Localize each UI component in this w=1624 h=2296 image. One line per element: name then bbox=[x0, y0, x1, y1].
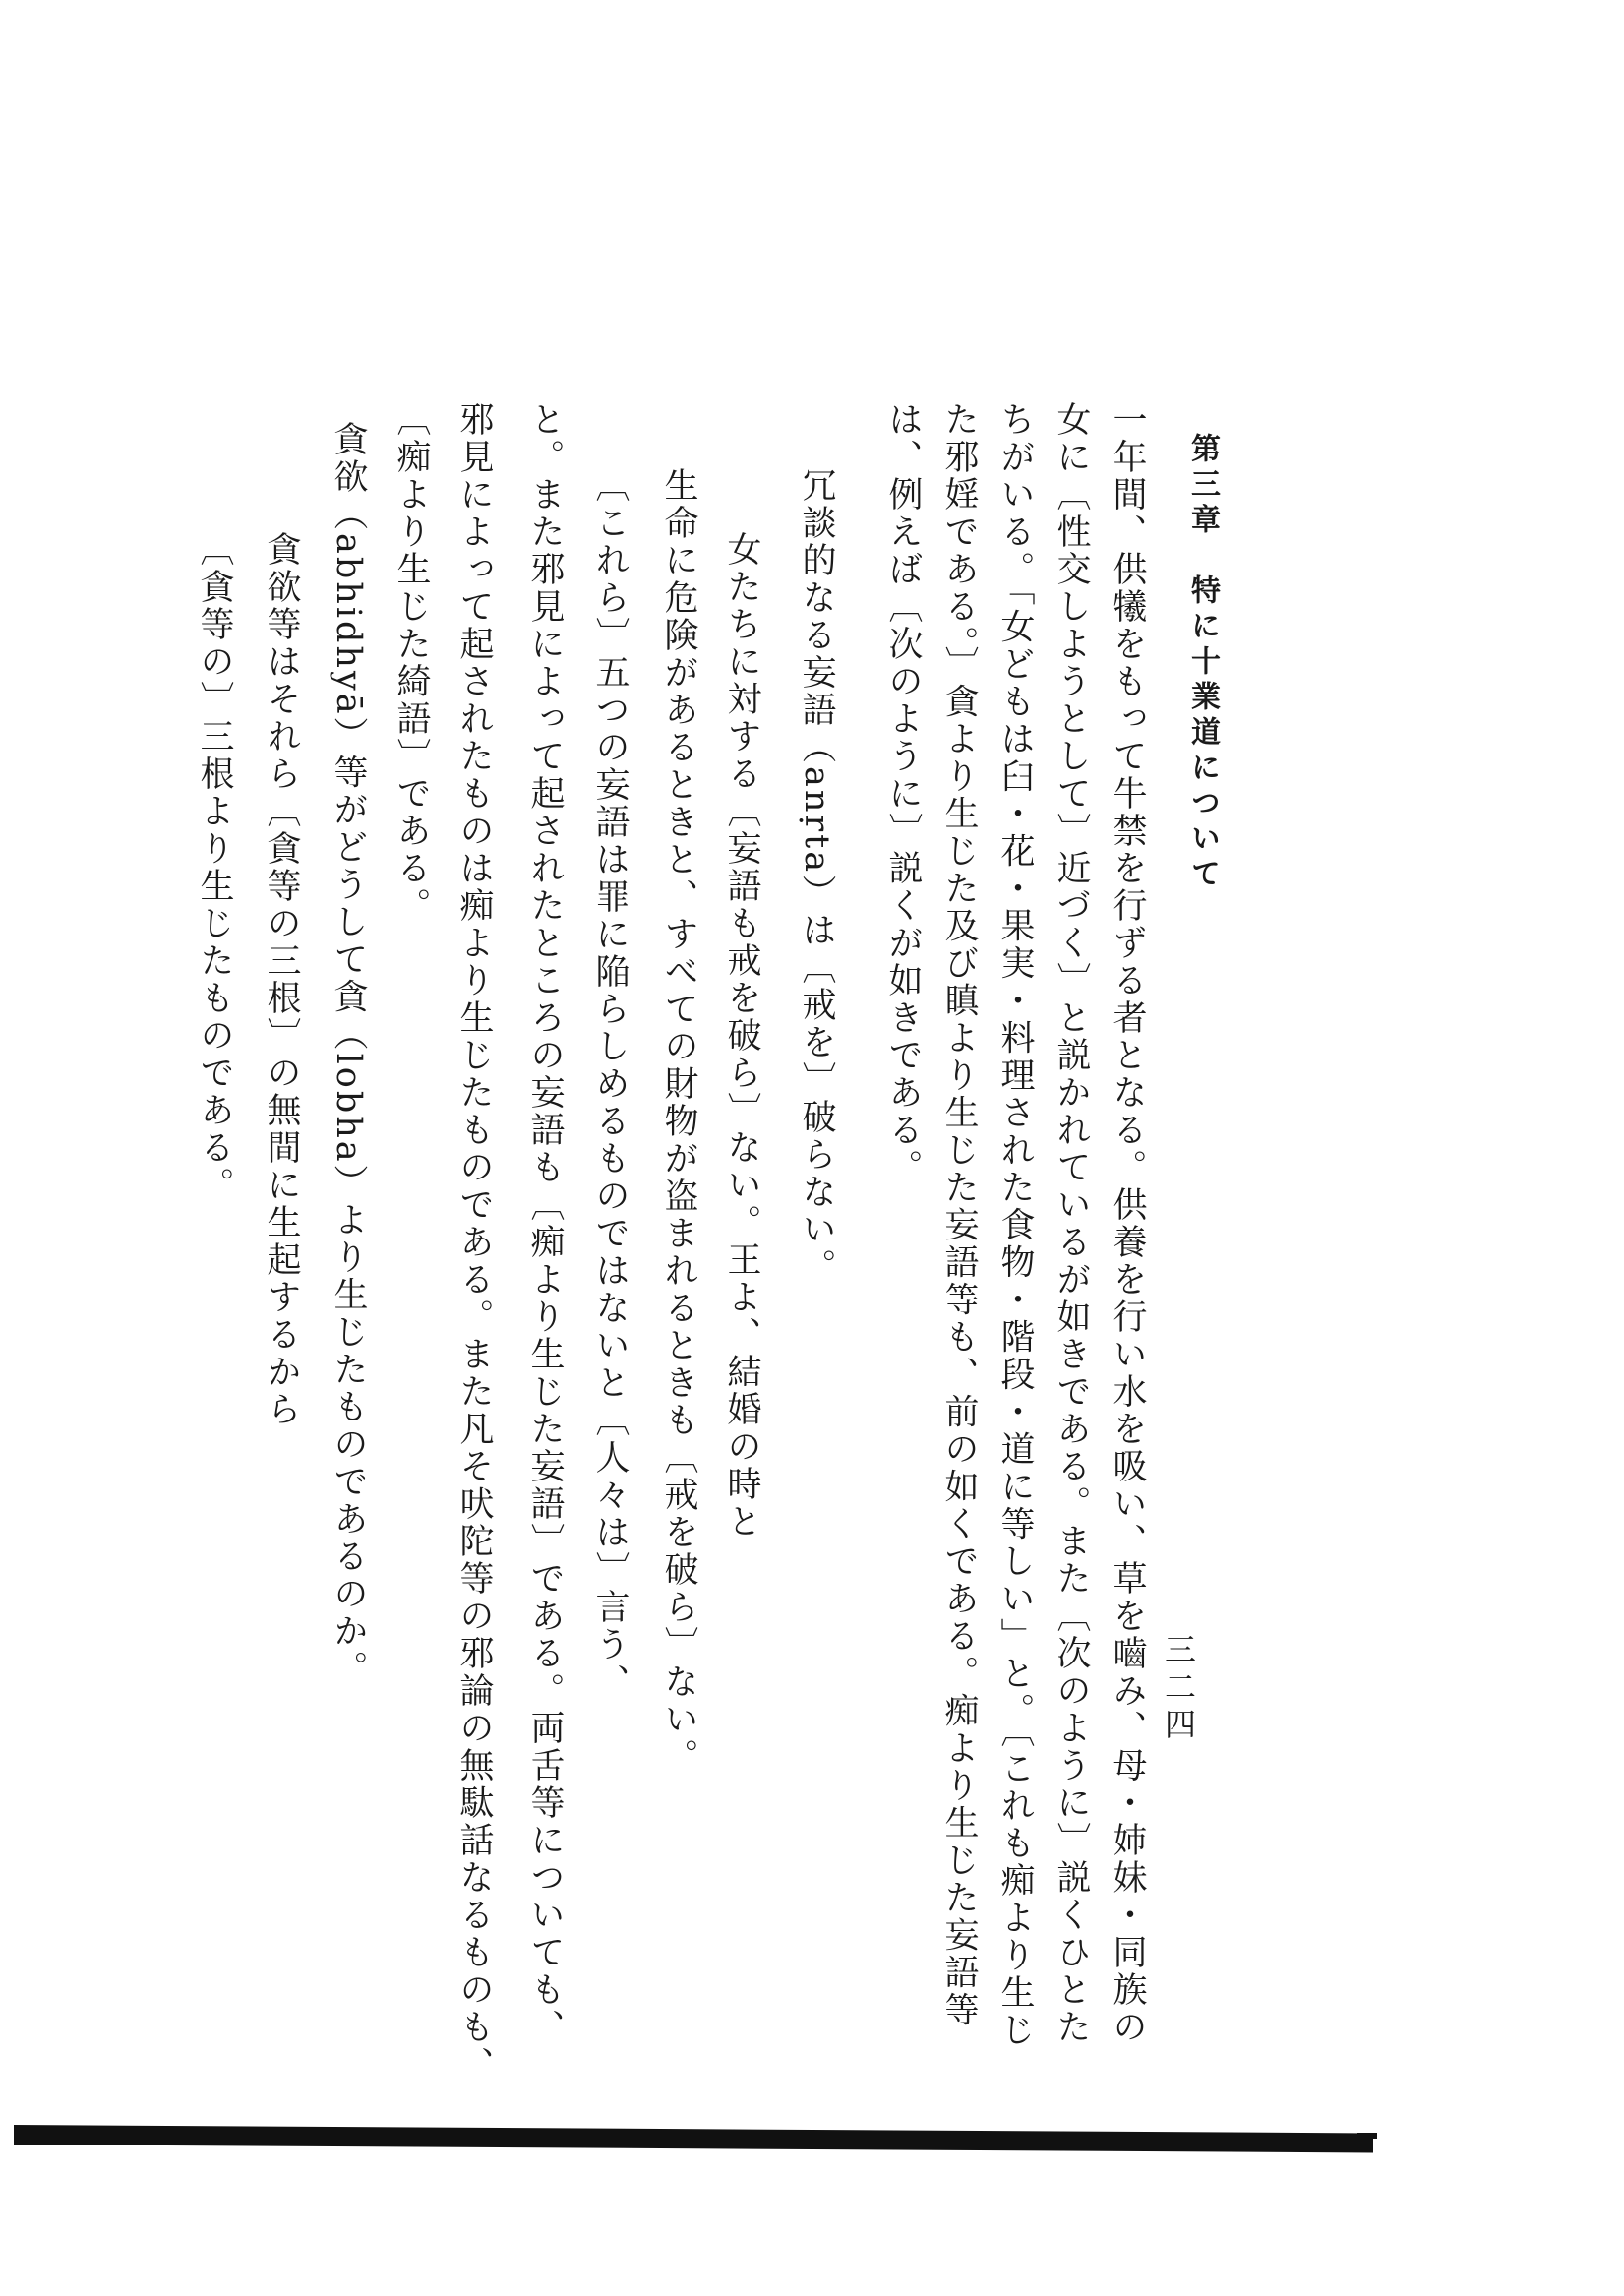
page-number: 三二四 bbox=[1160, 1633, 1197, 1745]
text-column-10: 貪欲等はそれら〔貪等の三根〕の無間に生起するから bbox=[262, 531, 301, 1428]
text-column-3: ちがいる。「女どもは臼・花・果実・料理された食物・階段・道に等しい」と。〔これも痴より生じ bbox=[995, 401, 1035, 2049]
verse-line-1: 冗談的なる妄語（anṛta）は〔戒を〕破らない。 bbox=[797, 467, 836, 1287]
text-column-11: 〔貪等の〕三根より生じたものである。 bbox=[195, 531, 234, 1204]
text-column-6: と。また邪見によって起されたところの妄語も〔痴より生じた妄語〕である。両舌等についても、 bbox=[525, 401, 565, 2046]
text-column-9: 貪欲（abhidhyā）等がどうして貪（lobha）より生じたものであるのか。 bbox=[329, 421, 368, 1688]
text-column-7: 邪見によって起されたものは痴より生じたものである。また凡そ吠陀等の邪論の無駄話なるものも、 bbox=[454, 401, 494, 2084]
text-column-2: 女に〔性交しようとして〕近づく〕と説かれているが如きである。また〔次のように〕説くひとた bbox=[1052, 401, 1091, 2046]
text-column-8: 〔痴より生じた綺語〕である。 bbox=[391, 401, 431, 925]
text-column-5: は、例えば〔次のように〕説くが如きである。 bbox=[883, 401, 923, 1186]
page-heading: 第三章 特に十業道について bbox=[1185, 433, 1220, 893]
text-column-4: た邪婬である。〕貪より生じた及び瞋より生じた妄語等も、前の如くである。痴より生じた妄語等 bbox=[939, 401, 979, 2029]
page-edge-rule bbox=[14, 2125, 1373, 2152]
verse-line-3: 生命に危険があるときと、すべての財物が盗まれるときも〔戒を破ら〕ない。 bbox=[659, 467, 698, 1776]
page-edge-rule-tail bbox=[1357, 2133, 1377, 2139]
text-column-1: 一年間、供犧をもって牛禁を行ずる者となる。供養を行い水を吸い、草を嚙み、母・姉妹・同族の bbox=[1108, 401, 1147, 2046]
verse-line-2: 女たちに対する〔妄語も戒を破ら〕ない。王よ、結婚の時と bbox=[722, 531, 761, 1541]
verse-line-4: 〔これら〕五つの妄語は罪に陥らしめるものではないと〔人々は〕言う、 bbox=[590, 467, 630, 1701]
